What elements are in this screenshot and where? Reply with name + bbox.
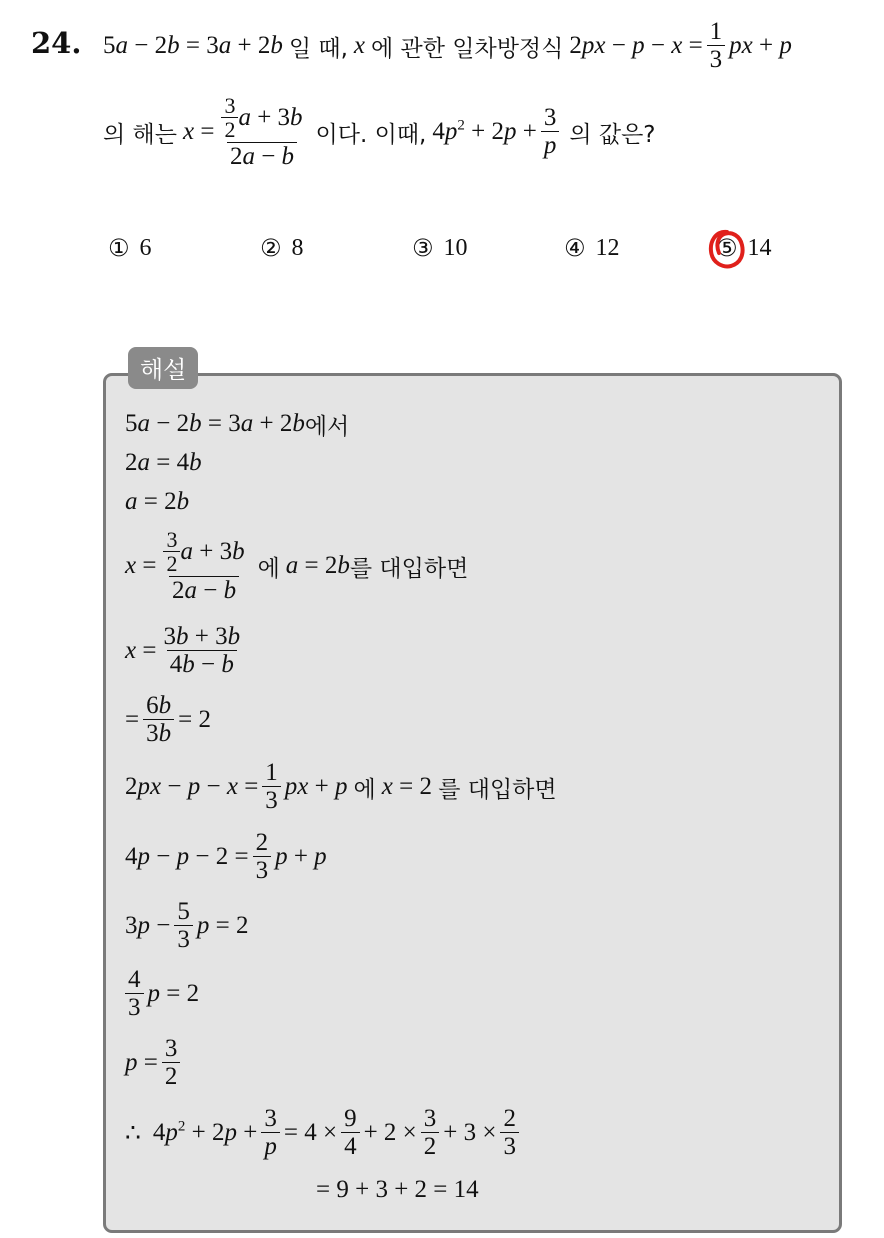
choice-value: 12 [595, 234, 620, 261]
fraction-x-solution: $\frac{3}{2}$ a + 3 b 2a − b [218, 94, 305, 171]
question-text-solution: 의 해는 [103, 121, 177, 148]
solution-text-in: 에 [353, 776, 376, 803]
solution-step-2: 2a = 4b [125, 449, 202, 476]
choice-symbol: ④ [564, 234, 586, 262]
solution-text-in: 에 [257, 555, 280, 582]
solution-text-substitute: 를 대입하면 [349, 555, 469, 582]
question-number: 24. [31, 26, 82, 60]
choice-value: 10 [443, 234, 468, 261]
solution-step-7: 2px − p − x = $\frac{1}{3}$ px + p 에 x = 2 를 대입하면 [125, 758, 557, 814]
question-text-about: 에 관한 일차방정식 [371, 35, 564, 62]
solution-text-substitute: 를 대입하면 [438, 776, 557, 803]
solution-step-8: 4p − p − 2 = $\frac{2}{3}$ p + p [125, 828, 327, 884]
solution-step-12: ∴ $4p^2 + 2p$ + $\frac{3}{p}$ = 4 × $\frac{9}{4}$ + 2 × $\frac{3}{2}$ + 3 × $\frac{2}{3}$ [125, 1098, 523, 1168]
fraction-one-third: $\frac{1}{3}$ [707, 19, 726, 74]
solution-step-3: a = 2b [125, 488, 190, 515]
solution-step-11: p = $\frac{3}{2}$ [125, 1030, 184, 1096]
answer-circle-mark [707, 226, 747, 272]
choice-3[interactable] [412, 234, 468, 262]
choice-value: 6 [139, 234, 152, 261]
solution-step-5: x = $\frac{3b + 3b}{4b - b}$ [125, 622, 241, 678]
fraction-3-over-p: $\frac{3}{p}$ [541, 105, 560, 160]
solution-label: 해설 [128, 347, 198, 389]
choice-symbol: ① [108, 234, 130, 262]
question-text-then: 이다. 이때, [315, 121, 427, 148]
solution-final: = 9 + 3 + 2 = 14 [316, 1176, 479, 1203]
question-line-1: 5a − 2b = 3a + 2b 일 때, x 에 관한 일차방정식 2px − p − x = $\frac{1}{3}$ px + p [103, 17, 792, 73]
choice-symbol: ② [260, 234, 282, 262]
solution-text-from: 에서 [304, 413, 350, 440]
choice-value: 8 [291, 234, 304, 261]
solution-step-6: = $\frac{6b}{3b}$ = 2 [125, 691, 211, 747]
choice-1[interactable] [108, 234, 152, 262]
solution-step-10: $\frac{4}{3}$ p = 2 [125, 961, 199, 1027]
question-text-value: 의 값은? [569, 121, 656, 148]
choice-symbol: ⑤ [716, 234, 738, 262]
choice-value: 14 [747, 234, 772, 261]
solution-step-1: 5a − 2b = 3a + 2b 에서 [125, 404, 349, 444]
therefore-symbol: ∴ [125, 1120, 141, 1147]
question-text-when: 일 때, [288, 35, 348, 62]
choice-2[interactable] [260, 234, 304, 262]
question-line-2: 의 해는 x = $\frac{3}{2}$ a + 3 b 2a − b 이다. 이때, $4p^2 + 2p$ + $\frac{3}{p}$ 의 값은? [103, 92, 656, 170]
choice-symbol: ③ [412, 234, 434, 262]
solution-step-9: 3p − $\frac{5}{3}$ p = 2 [125, 897, 249, 953]
solution-step-4: x = $\frac{3}{2}$ a + 3 b 2a − b 에 a = 2 b 를 대입하면 [125, 526, 469, 604]
choice-4[interactable] [564, 234, 620, 262]
